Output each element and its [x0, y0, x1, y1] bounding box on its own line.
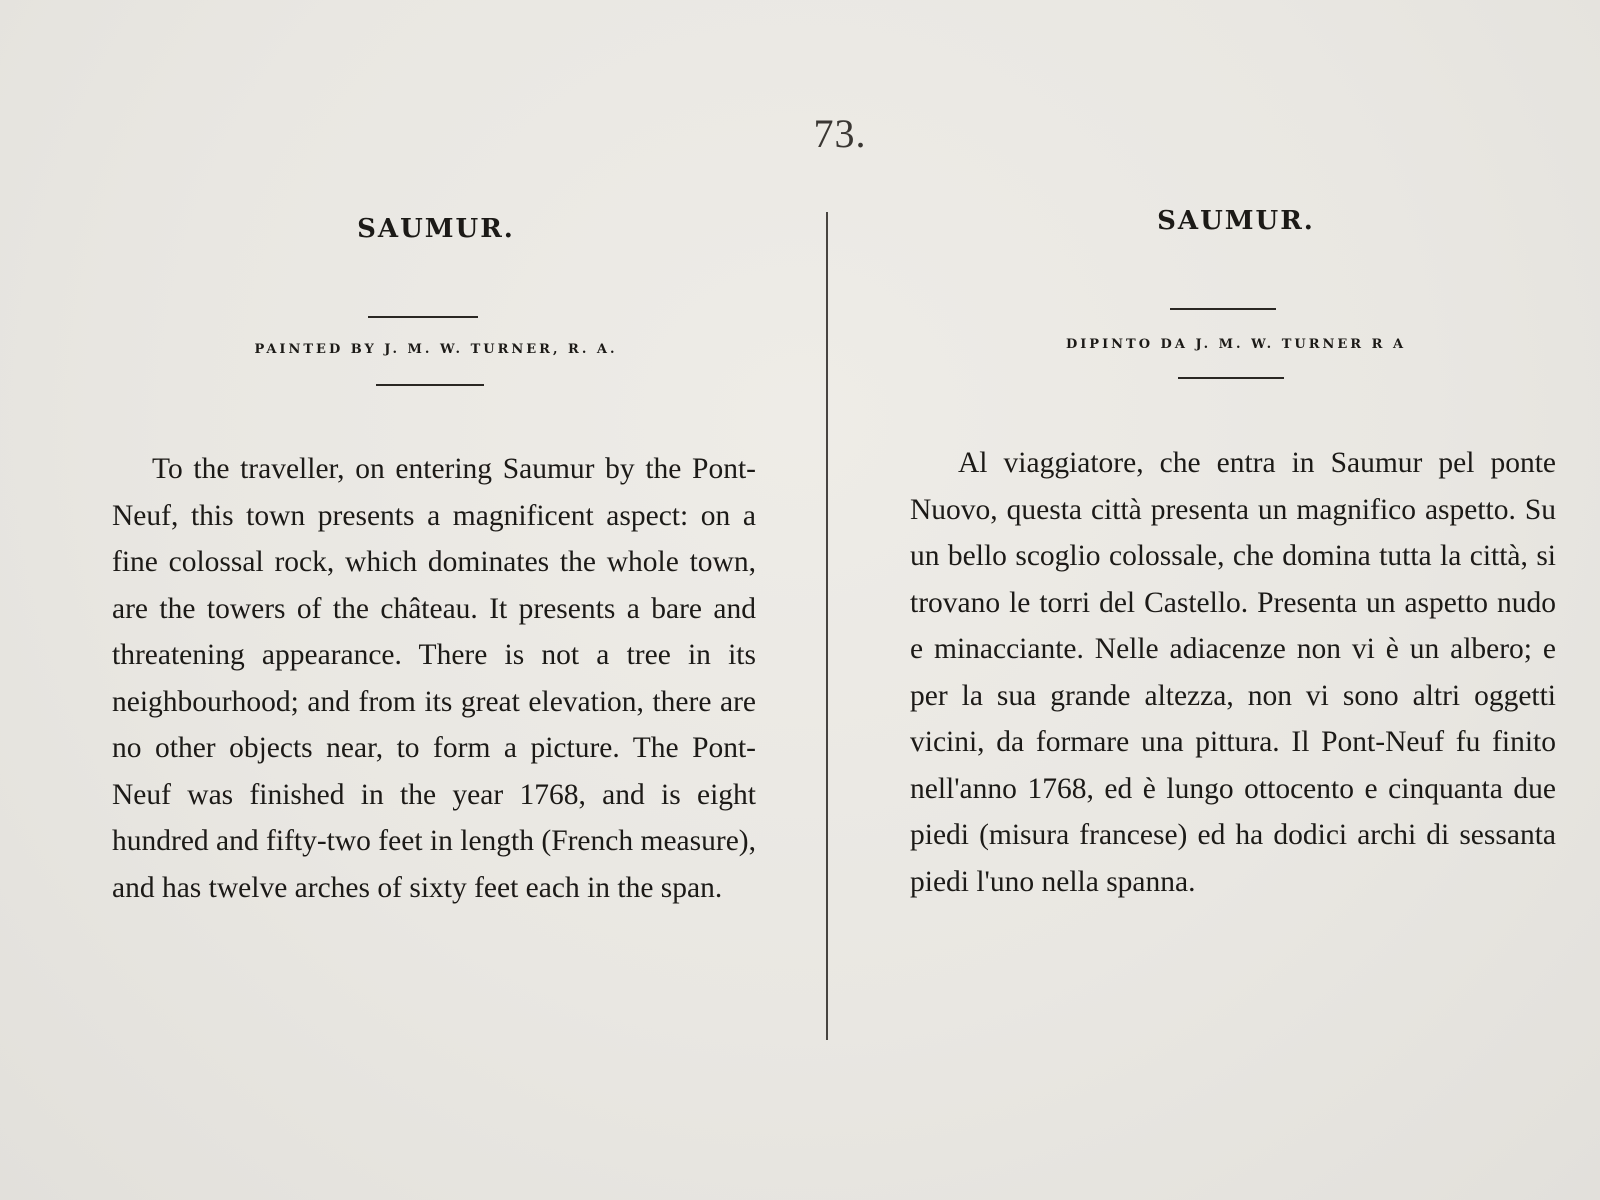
- column-divider: [826, 212, 828, 1040]
- page-number: 73.: [813, 111, 867, 156]
- italian-title-rule: [1170, 308, 1276, 310]
- italian-credit: DIPINTO DA J. M. W. TURNER R A: [1065, 337, 1407, 352]
- italian-body-text: Al viaggiatore, che entra in Saumur pel ponte Nuovo, questa città presenta un magnifico aspetto. Su un bello scoglio colossale, che domina tutta la città, si trovano le torri del Castello. Presenta un aspetto nudo e minacciante. Nelle adiacenze non vi è un albero; e per la sua grande altezza, non vi sono altri oggetti vicini, da formare una pittura. Il Pont-Neuf fu finito nell'anno 1768, ed è lungo ottocento e cinquanta due piedi (misura francese) ed ha dodici archi di sessanta piedi l'uno nella spanna.: [910, 447, 1556, 898]
- english-title-rule: [368, 316, 478, 318]
- english-body-text: To the traveller, on entering Saumur by the Pont-Neuf, this town presents a magnificent aspect: on a fine colossal rock, which dominates the whole town, are the towers of the château. It presents a bare and threatening appearance. There is not a tree in its neighbourhood; and from its great elevation, there are no other objects near, to form a picture. The Pont-Neuf was finished in the year 1768, and is eight hundred and fifty-two feet in length (French measure), and has twelve arches of sixty feet each in the span.: [112, 453, 756, 904]
- english-credit: PAINTED BY J. M. W. TURNER, R. A.: [254, 342, 618, 357]
- english-credit-rule: [376, 384, 484, 386]
- english-title: SAUMUR.: [357, 214, 515, 244]
- italian-title: SAUMUR.: [1157, 206, 1315, 236]
- italian-credit-rule: [1178, 377, 1284, 379]
